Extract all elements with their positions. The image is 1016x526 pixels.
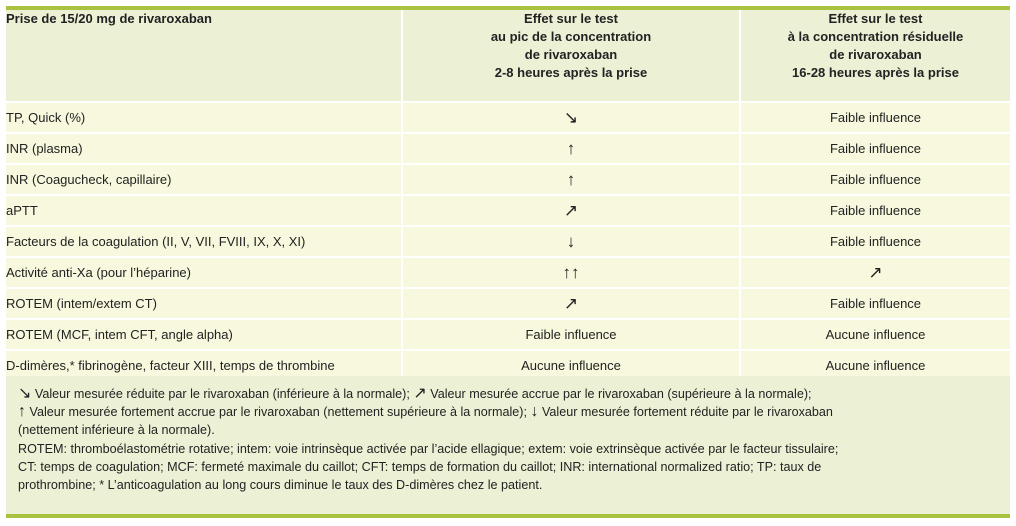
test-name-cell: D-dimères,* fibrinogène, facteur XIII, temps de thrombine (6, 350, 402, 381)
peak-effect-cell: ↘ (402, 102, 740, 133)
legend-text: Valeur mesurée accrue par le rivaroxaban (supérieure à la normale); (426, 387, 812, 401)
trough-effect-cell: Faible influence (740, 195, 1010, 226)
peak-effect-cell: ↓ (402, 226, 740, 257)
trough-effect-cell: Faible influence (740, 133, 1010, 164)
test-name-cell: Facteurs de la coagulation (II, V, VII, FVIII, IX, X, XI) (6, 226, 402, 257)
abbreviation-line: ROTEM: thromboélastométrie rotative; intem: voie intrinsèque activée par l’acide ellagique; extem: voie extrinsèque activée par le facteur tissulaire; (18, 441, 839, 456)
test-name-cell: ROTEM (MCF, intem CFT, angle alpha) (6, 319, 402, 350)
test-name-cell: ROTEM (intem/extem CT) (6, 288, 402, 319)
trough-effect-cell: Aucune influence (740, 319, 1010, 350)
table-row (6, 133, 1010, 164)
arrow-down-icon: ↓ (530, 403, 539, 421)
test-name-cell: Activité anti-Xa (pour l’héparine) (6, 257, 402, 288)
header-line: à la concentration résiduelle (787, 29, 964, 44)
header-line: Effet sur le test (524, 11, 618, 26)
trough-effect-cell: Faible influence (740, 164, 1010, 195)
test-name-cell: INR (plasma) (6, 133, 402, 164)
peak-effect-cell: Faible influence (402, 319, 740, 350)
rivaroxaban-effects-table (6, 10, 1010, 382)
abbreviation-line: CT: temps de coagulation; MCF: fermeté maximale du caillot; CFT: temps de formation du caillot; INR: international normalized ratio; TP: taux de (18, 459, 822, 474)
abbreviation-line: prothrombine; * L’anticoagulation au long cours diminue le taux des D-dimères chez le patient. (18, 478, 543, 493)
table-row (6, 164, 1010, 195)
header-line: 2-8 heures après la prise (494, 65, 648, 80)
legend-line (18, 403, 1000, 421)
peak-effect-cell: ↗ (402, 288, 740, 319)
header-line: Effet sur le test (828, 11, 923, 26)
trough-effect-cell: Faible influence (740, 288, 1010, 319)
peak-effect-cell: Aucune influence (402, 350, 740, 381)
header-line: de rivaroxaban (524, 47, 618, 62)
arrow-up-icon: ↑ (18, 403, 26, 421)
test-name-cell: INR (Coagucheck, capillaire) (6, 164, 402, 195)
trough-effect-cell: ↗ (740, 257, 1010, 288)
table-row (6, 226, 1010, 257)
peak-effect-cell: ↑ (402, 164, 740, 195)
peak-effect-cell: ↑↑ (402, 257, 740, 288)
trough-effect-cell: Faible influence (740, 102, 1010, 133)
peak-effect-cell: ↗ (402, 195, 740, 226)
test-name-cell: aPTT (6, 195, 402, 226)
arrow-down-right-icon: ↘ (18, 385, 32, 402)
header-line: 16-28 heures après la prise (792, 65, 959, 80)
legend-line (18, 385, 1000, 403)
arrow-up-right-icon: ↗ (413, 385, 427, 402)
table-row (6, 319, 1010, 350)
header-line: Prise de 15/20 mg de rivaroxaban (6, 11, 212, 26)
test-name-cell: TP, Quick (%) (6, 102, 402, 133)
header-trough (740, 10, 1010, 102)
bottom-rule (6, 514, 1010, 518)
peak-effect-cell: ↑ (402, 133, 740, 164)
legend-text: Valeur mesurée réduite par le rivaroxaban (inférieure à la normale); (31, 387, 414, 401)
trough-effect-cell: Faible influence (740, 226, 1010, 257)
legend-text: Valeur mesurée fortement réduite par le rivaroxaban (538, 405, 833, 420)
header-line: de rivaroxaban (829, 47, 922, 62)
trough-effect-cell: Aucune influence (740, 350, 1010, 381)
header-line: au pic de la concentration (490, 29, 652, 44)
table-row (6, 288, 1010, 319)
legend-text: Valeur mesurée fortement accrue par le rivaroxaban (nettement supérieure à la normale); (26, 405, 531, 420)
table-header-row (6, 10, 1010, 102)
legend-line: (nettement inférieure à la normale). (18, 423, 215, 438)
header-dose (6, 10, 402, 102)
table-row (6, 257, 1010, 288)
table-row (6, 195, 1010, 226)
header-peak (402, 10, 740, 102)
table-row (6, 102, 1010, 133)
legend-footnote (6, 376, 1010, 514)
